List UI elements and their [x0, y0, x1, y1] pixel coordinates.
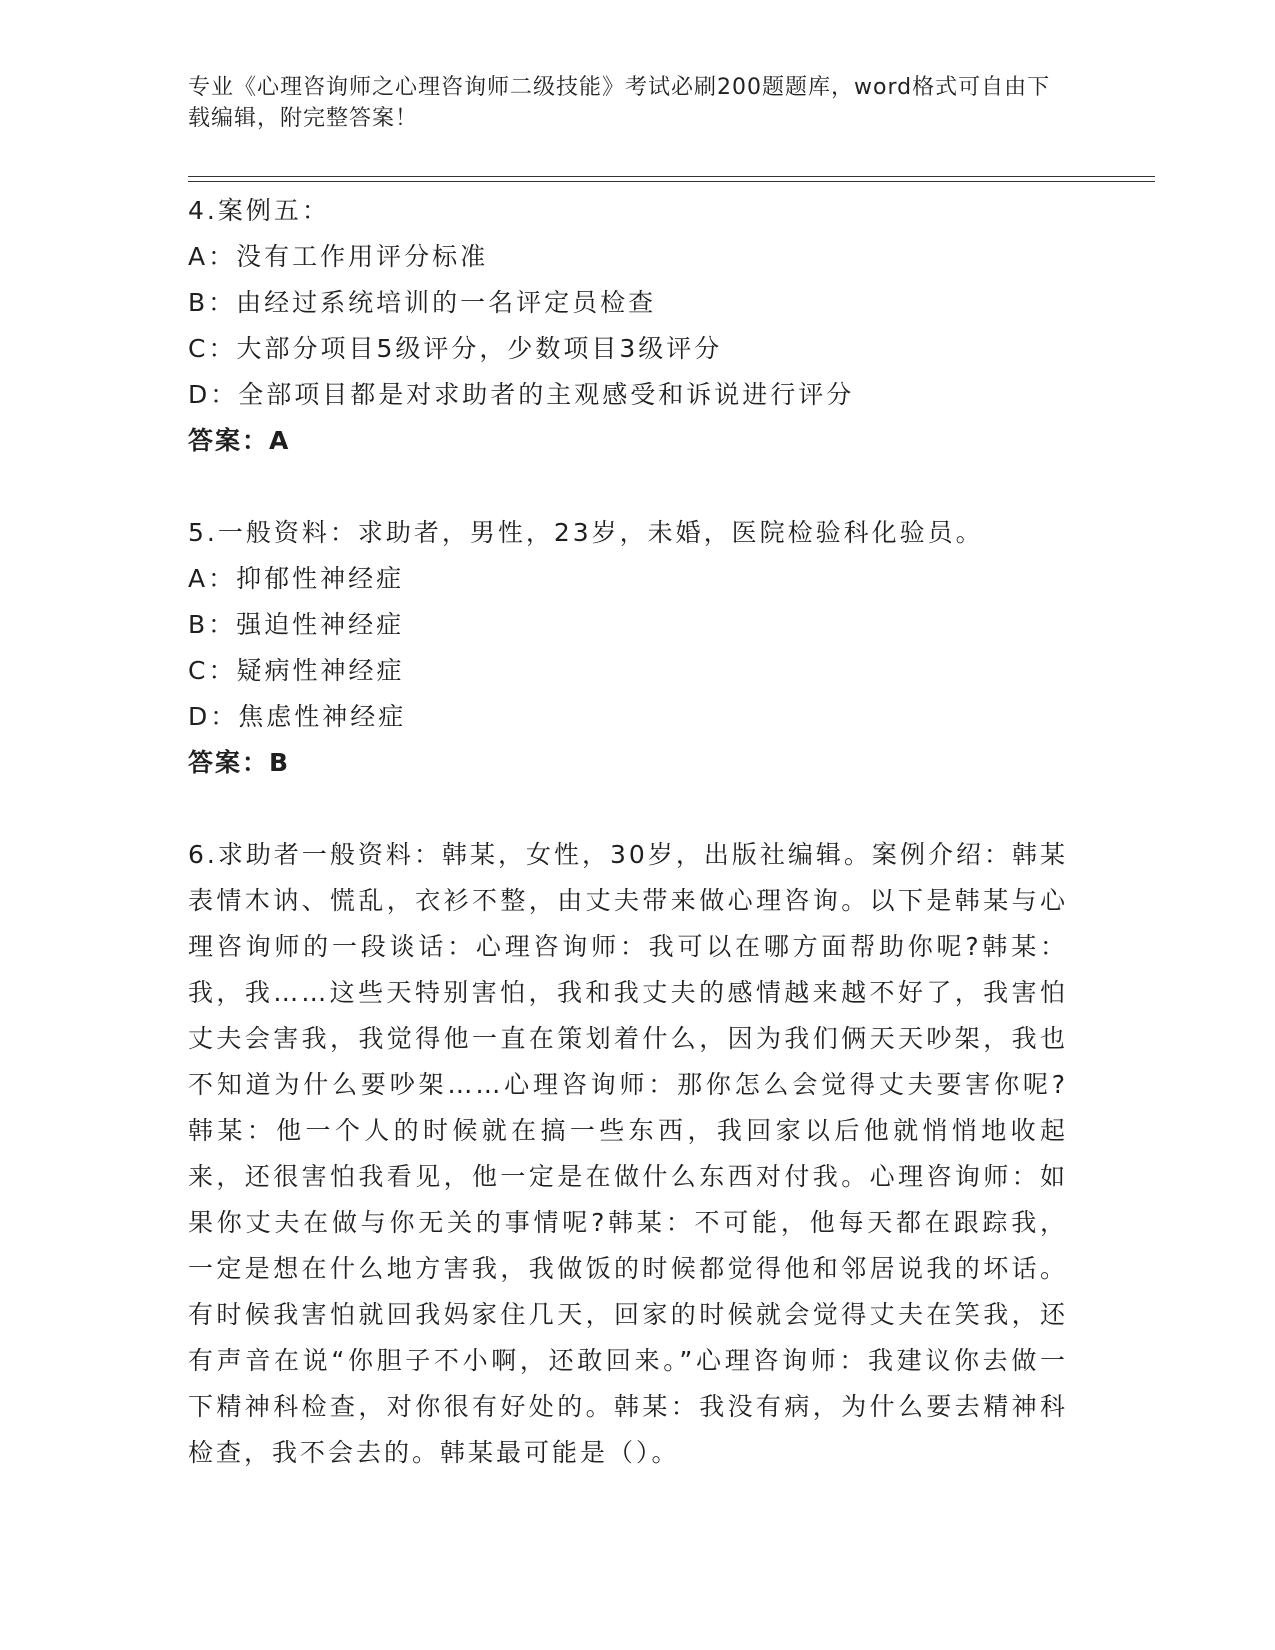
- option-d: D：全部项目都是对求助者的主观感受和诉说进行评分: [188, 380, 855, 409]
- header-divider-top: [188, 176, 1155, 177]
- option-d: D：焦虑性神经症: [188, 702, 407, 731]
- answer-label: 答案：A: [188, 426, 291, 455]
- answer-label: 答案：B: [188, 748, 291, 777]
- option-a: A：抑郁性神经症: [188, 564, 405, 593]
- document-header: 专业《心理咨询师之心理咨询师二级技能》考试必刷200题题库，word格式可自由下载编辑，附完整答案！: [188, 75, 1051, 131]
- question-stem: 6.求助者一般资料：韩某，女性，30岁，出版社编辑。案例介绍：韩某表情木讷、慌乱，衣衫不整，由丈夫带来做心理咨询。以下是韩某与心理咨询师的一段谈话：心理咨询师：我可以在哪方面帮助你呢?韩某：我，我……这些天特别害怕，我和我丈夫的感情越来越不好了，我害怕丈夫会害我，我觉得他一直在策划着什么，因为我们俩天天吵架，我也不知道为什么要吵架……心理咨询师：那你怎么会觉得丈夫要害你呢?韩某：他一个人的时候就在搞一些东西，我回家以后他就悄悄地收起来，还很害怕我看见，他一定是在做什么东西对付我。心理咨询师：如果你丈夫在做与你无关的事情呢?韩某：不可能，他每天都在跟踪我，一定是想在什么地方害我，我做饭的时候都觉得他和邻居说我的坏话。有时候我害怕就回我妈家住几天，回家的时候就会觉得丈夫在笑我，还有声音在说“你胆子不小啊，还敢回来。”心理咨询师：我建议你去做一下精神科检查，对你很有好处的。韩某：我没有病，为什么要去精神科检查，我不会去的。韩某最可能是（）。: [188, 840, 1068, 1467]
- question-5: [188, 510, 1068, 786]
- header-divider-bottom: [188, 181, 1155, 182]
- option-a: A：没有工作用评分标准: [188, 242, 489, 271]
- option-b: B：由经过系统培训的一名评定员检查: [188, 288, 657, 317]
- question-4: [188, 188, 1068, 464]
- option-c: C：大部分项目5级评分，少数项目3级评分: [188, 334, 723, 363]
- question-list: [188, 188, 1068, 1476]
- question-stem: 4.案例五：: [188, 196, 330, 225]
- question-stem: 5.一般资料：求助者，男性，23岁，未婚，医院检验科化验员。: [188, 518, 984, 547]
- question-6: [188, 832, 1068, 1476]
- option-c: C：疑病性神经症: [188, 656, 405, 685]
- option-b: B：强迫性神经症: [188, 610, 405, 639]
